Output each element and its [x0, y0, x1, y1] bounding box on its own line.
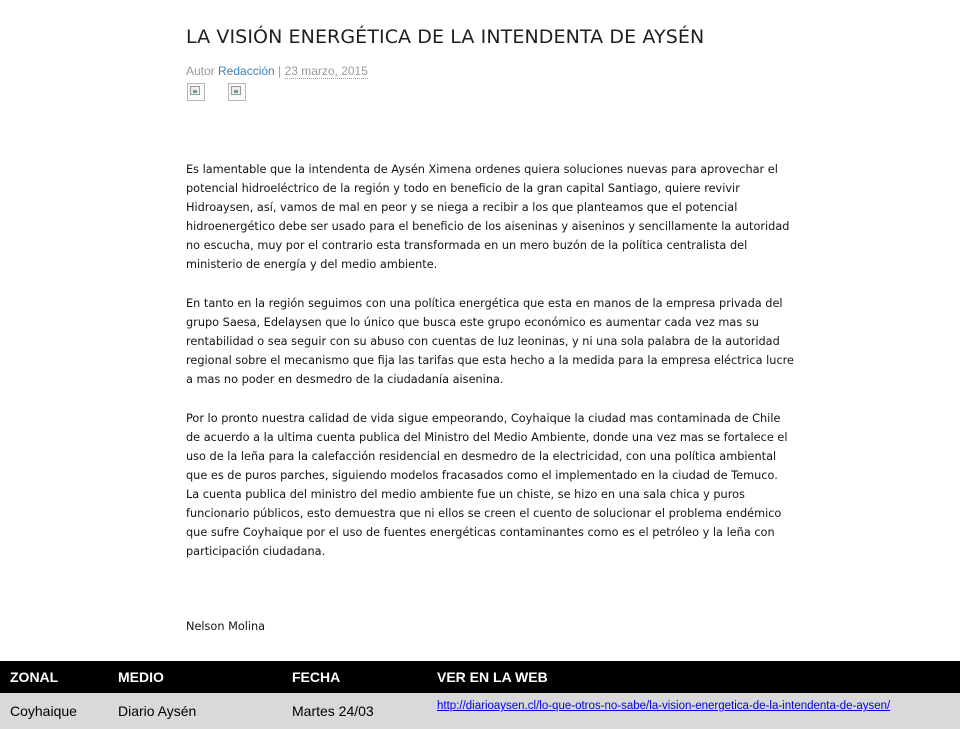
cell-web: [427, 693, 960, 729]
article-body: [186, 160, 826, 581]
cell-medio: Diario Aysén: [108, 693, 282, 729]
byline-separator: |: [274, 64, 285, 78]
byline: [186, 64, 368, 78]
article-title: LA VISIÓN ENERGÉTICA DE LA INTENDENTA DE AYSÉN: [186, 26, 705, 48]
cell-fecha: Martes 24/03: [282, 693, 427, 729]
article-paragraph: Por lo pronto nuestra calidad de vida sigue empeorando, Coyhaique la ciudad mas contaminada de Chile de acuerdo a la ultima cuenta publica del Ministro del Medio Ambiente, donde una vez mas se fortalece el uso de la leña para la calefacción residencial en desmedro de la electricidad, con una política ambiental que es de puros parches, siguiendo modelos fracasados como el implementado en la ciudad de Temuco. La cuenta publica del ministro del medio ambiente fue un chiste, se hizo en una sala chica y puros funcionario públicos, esto demuestra que ni ellos se creen el cuento de solucionar el problema endémico que sufre Coyhaique por el uso de fuentes energéticas contaminantes como es el petróleo y la leña con participación ciudadana.: [186, 412, 788, 558]
article-paragraph: En tanto en la región seguimos con una política energética que esta en manos de la empresa privada del grupo Saesa, Edelaysen que lo único que busca este grupo económico es aumentar cada vez mas su rentabilidad o sea seguir con su abuso con cuentas de luz leoninas, y ni una sola palabra de la autoridad regional sobre el mecanismo que fija las tarifas que esta hecho a la medida para la empresa eléctrica lucre a mas no poder en desmedro de la ciudadanía aisenina.: [186, 297, 795, 386]
article-url-link[interactable]: http://diarioaysen.cl/lo-que-otros-no-sabe/la-vision-energetica-de-la-intendenta-de-aysen/: [437, 700, 891, 712]
column-header-zonal: ZONAL: [0, 661, 108, 693]
article-signature: Nelson Molina: [186, 620, 266, 633]
press-clip-table: [0, 661, 960, 729]
table-header-row: [0, 661, 960, 693]
broken-image-icon: [228, 83, 246, 101]
date-link[interactable]: 23 marzo, 2015: [284, 64, 368, 78]
column-header-web: VER EN LA WEB: [427, 661, 960, 693]
column-header-medio: MEDIO: [108, 661, 282, 693]
cell-zonal: Coyhaique: [0, 693, 108, 729]
author-link[interactable]: Redacción: [218, 64, 275, 78]
broken-image-icon: [187, 83, 205, 101]
article-paragraph: Es lamentable que la intendenta de Aysén Ximena ordenes quiera soluciones nuevas para aprovechar el potencial hidroeléctrico de la región y todo en beneficio de la gran capital Santiago, quiere revivir Hidroaysen, así, vamos de mal en peor y se niega a recibir a los que planteamos que el potencial hidroenergético debe ser usado para el beneficio de los aiseninas y aiseninos y sencillamente la autoridad no escucha, muy por el contrario esta transformada en un mero buzón de la política centralista del ministerio de energía y del medio ambiente.: [186, 163, 790, 271]
author-prefix: Autor: [186, 64, 219, 78]
column-header-fecha: FECHA: [282, 661, 427, 693]
table-row: [0, 693, 960, 729]
